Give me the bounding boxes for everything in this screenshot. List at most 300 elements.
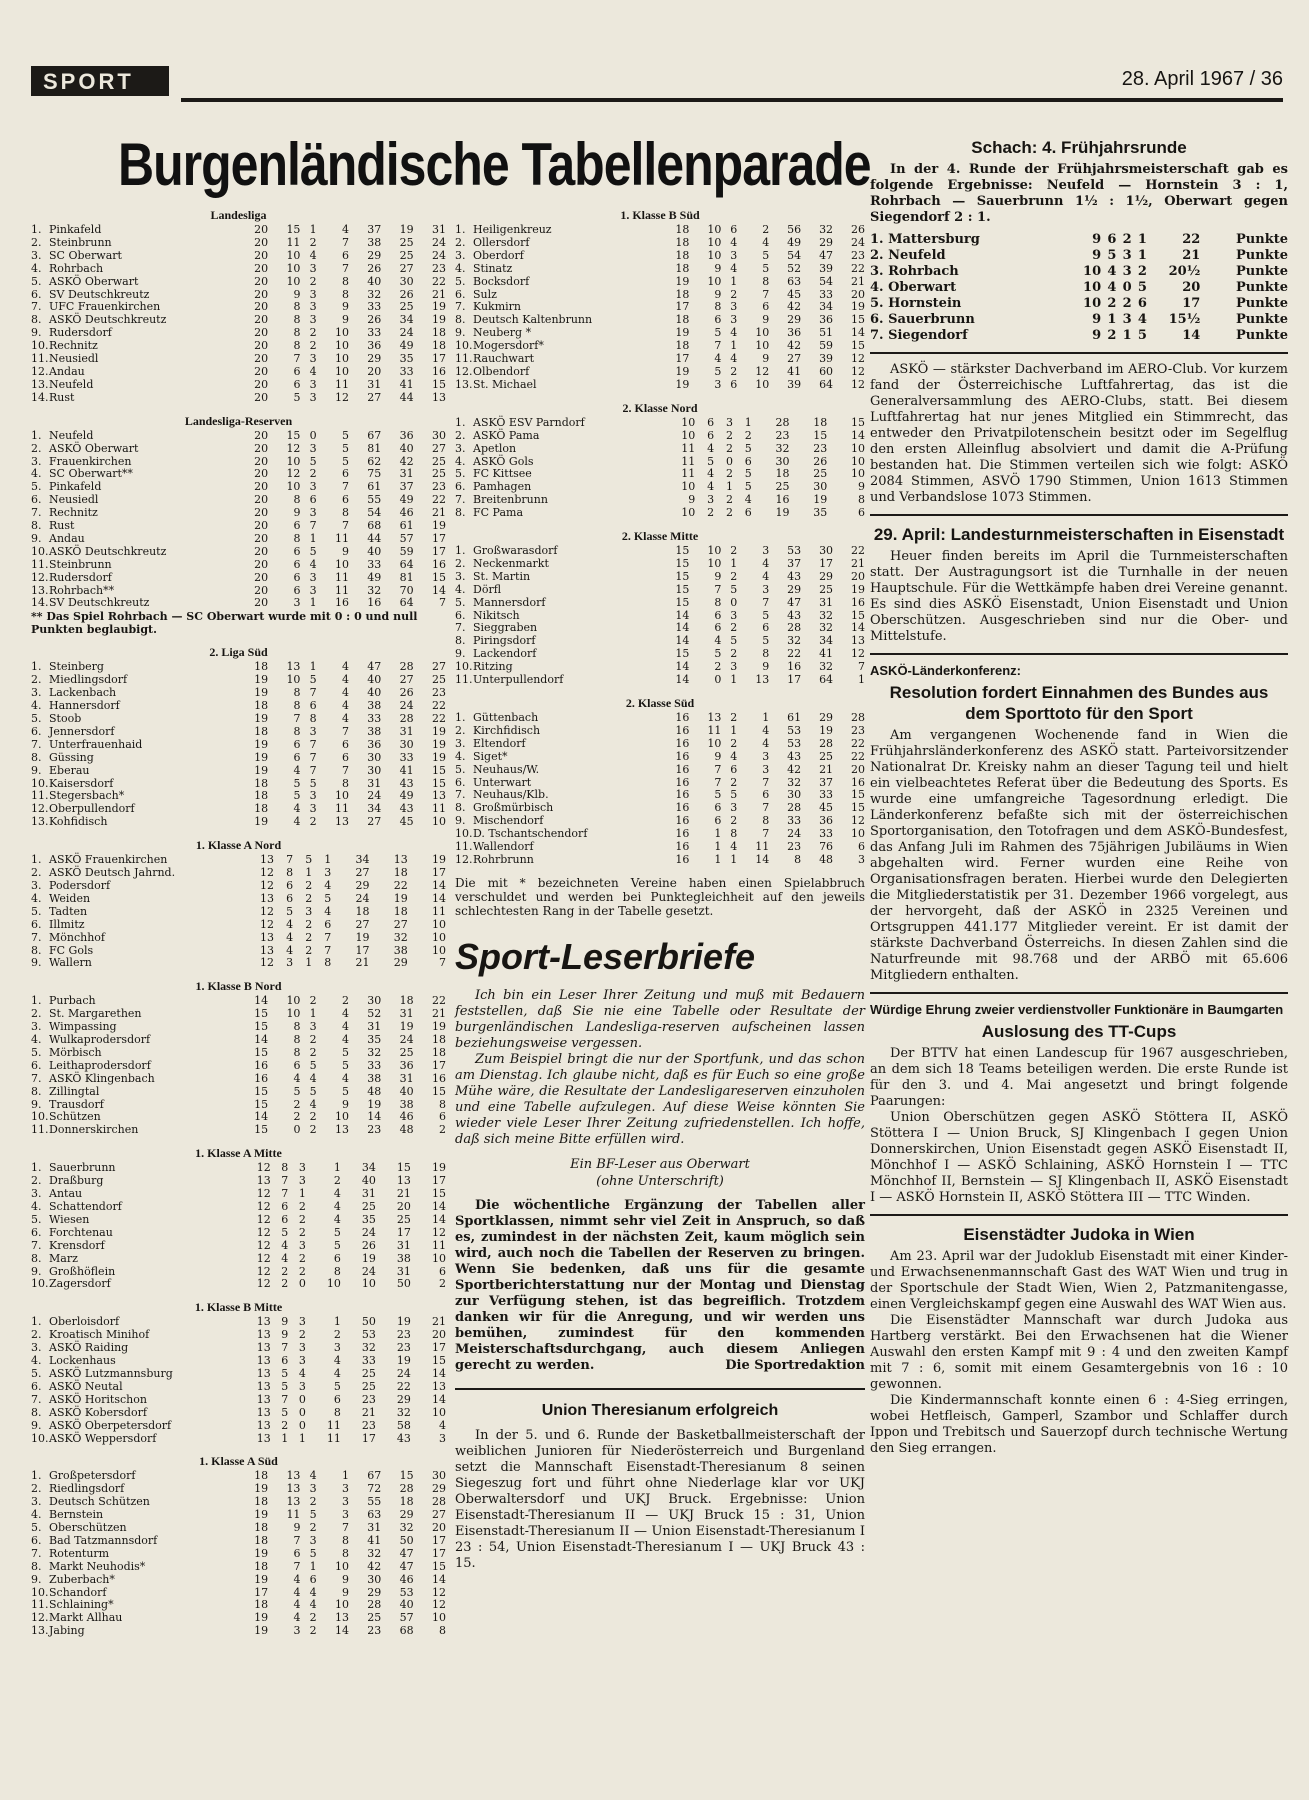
rank: 7. [455, 493, 466, 507]
team-name: FC Kittsee [473, 467, 532, 481]
stat-cell: 2 [298, 1251, 306, 1265]
league-title: 1. Klasse A Mitte [195, 1146, 282, 1161]
stat-cell: 47 [787, 595, 802, 609]
stat-cell: 3 [298, 1174, 306, 1188]
team-name: Unterfrauenhaid [49, 737, 143, 751]
stat-cell: 25 [819, 749, 834, 763]
stat-cell: 9 [688, 493, 696, 507]
team-name: Oberloisdorf [49, 1315, 120, 1329]
rank: 1. [31, 994, 42, 1008]
rank: 2. [31, 441, 42, 455]
table-row [31, 559, 446, 572]
rank: 11. [31, 352, 49, 366]
chess-cell: 4 [1137, 312, 1147, 327]
stat-cell: 14 [432, 1200, 446, 1213]
stat-cell: 4 [714, 634, 722, 648]
stat-cell: 25 [432, 454, 446, 468]
stat-cell: 4 [341, 1020, 349, 1034]
table-row [31, 1060, 446, 1073]
stat-cell: 21 [432, 1315, 446, 1329]
league-title: Landesliga [210, 208, 267, 222]
rank: 4. [455, 454, 466, 468]
team-name: Bocksdorf [473, 274, 530, 288]
stat-cell: 19 [254, 815, 269, 829]
stat-cell: 7 [762, 801, 770, 815]
stat-cell: 23 [851, 723, 865, 737]
stat-cell: 15 [254, 1084, 269, 1098]
chess-cell: 14 [1182, 328, 1201, 343]
union-article [455, 1428, 865, 1572]
team-name: ASKÖ Kobersdorf [49, 1405, 147, 1419]
rank: 8. [31, 1559, 42, 1573]
stat-cell: 33 [819, 788, 834, 802]
team-name: Großhöflein [49, 1264, 116, 1278]
rank: 4. [31, 1354, 42, 1368]
league-title: Landesliga-Reserven [184, 413, 293, 428]
stat-cell: 14 [851, 326, 865, 340]
stat-cell: 50 [396, 1277, 411, 1291]
stat-cell: 23 [361, 1392, 376, 1406]
stat-cell: 55 [367, 493, 382, 507]
team-name: Sieggraben [473, 621, 538, 635]
table-row [31, 1086, 446, 1099]
stat-cell: 3 [309, 802, 317, 816]
stat-cell: 12 [432, 1585, 446, 1599]
league-table [31, 1454, 446, 1638]
team-name: Neusiedl [49, 493, 99, 507]
stat-cell: 3 [309, 1533, 317, 1547]
table-row [455, 276, 865, 289]
stat-cell: 13 [256, 1431, 271, 1445]
stat-cell: 75 [367, 467, 382, 481]
stat-cell: 56 [787, 223, 802, 236]
stat-cell: 17 [396, 1225, 411, 1239]
stat-cell: 14 [432, 878, 446, 892]
stat-cell: 13 [707, 711, 722, 724]
stat-cell: 40 [361, 1174, 376, 1188]
stat-cell: 2 [309, 1123, 317, 1137]
stat-cell: 6 [293, 557, 301, 571]
chess-row [870, 280, 1288, 296]
stat-cell: 4 [309, 1071, 317, 1085]
stat-cell: 33 [367, 1058, 382, 1072]
stat-cell: 20 [254, 596, 269, 610]
rank: 10. [31, 1277, 49, 1291]
stat-cell: 8 [293, 300, 301, 314]
team-name: Güttenbach [473, 711, 539, 724]
stat-cell: 17 [361, 1431, 376, 1445]
stat-cell: 20 [254, 441, 269, 455]
stat-cell: 32 [396, 1405, 411, 1419]
stat-cell: 12 [256, 1187, 271, 1201]
team-name: Jennersdorf [49, 724, 115, 738]
stat-cell: 30 [787, 788, 802, 802]
team-name: FC Gols [49, 943, 94, 957]
signature-line1: Ein BF-Leser aus Oberwart [570, 1156, 750, 1172]
stat-cell: 3 [333, 1341, 341, 1355]
stat-cell: 25 [432, 673, 446, 687]
team-name: Piringsdorf [473, 634, 536, 648]
rank: 5. [31, 274, 42, 288]
team-name: Breitenbrunn [473, 493, 548, 507]
stat-cell: 53 [787, 723, 802, 737]
stat-cell: 2 [281, 1418, 289, 1432]
stat-cell: 10 [432, 1611, 446, 1625]
stat-cell: 43 [399, 776, 414, 790]
stat-cell: 29 [367, 248, 382, 262]
stat-cell: 19 [254, 737, 269, 751]
stat-cell: 17 [432, 531, 446, 545]
stat-cell: 0 [298, 1392, 306, 1406]
stat-cell: 20 [851, 569, 865, 583]
stat-cell: 11 [334, 531, 349, 545]
stat-cell: 9 [714, 287, 722, 301]
stat-cell: 17 [254, 1585, 269, 1599]
stat-cell: 3 [293, 1624, 301, 1638]
chess-cell: 21 [1182, 248, 1201, 263]
stat-cell: 45 [787, 287, 802, 301]
team-name: Mogersdorf* [473, 339, 544, 353]
stat-cell: 16 [675, 749, 690, 763]
stat-cell: 4 [293, 802, 301, 816]
stat-cell: 76 [819, 840, 834, 854]
table-row [455, 443, 865, 456]
chess-cell: 10 [1083, 280, 1102, 295]
stat-cell: 1 [333, 1315, 341, 1329]
stat-cell: 15 [432, 1354, 446, 1368]
stat-cell: 20 [367, 364, 382, 378]
stat-cell: 26 [851, 223, 865, 236]
stat-cell: 26 [361, 1238, 376, 1252]
turn-text: Heuer finden bereits im April die Turnmeisterschaften statt. Der Austragungsort ist die Turnhalle in der neuen Hauptschule. Für die Wettkämpfe haben drei Vereine genannt. Es sind dies ASKÖ Eisenstadt, Union Eisenstadt und Union Oberschützen. Ausgeschrieben sind nur die Ober- und Mittelstufe. [870, 549, 1288, 644]
rank: 4. [31, 699, 42, 713]
team-name: ASKÖ Raiding [49, 1341, 129, 1355]
stat-cell: 3 [286, 956, 294, 970]
stat-cell: 16 [675, 711, 690, 724]
stat-cell: 4 [293, 1585, 301, 1599]
rank: 4. [455, 582, 466, 596]
stat-cell: 12 [256, 1225, 271, 1239]
stat-cell: 7 [762, 775, 770, 789]
stat-cell: 19 [432, 750, 446, 764]
stat-cell: 16 [851, 595, 865, 609]
stat-cell: 8 [293, 326, 301, 340]
team-name: Dörfl [473, 582, 502, 596]
table-row [31, 1407, 446, 1420]
stat-cell: 29 [819, 711, 834, 724]
stat-cell: 7 [293, 712, 301, 725]
stat-cell: 25 [361, 1200, 376, 1213]
stat-cell: 21 [851, 274, 865, 288]
stat-cell: 16 [675, 723, 690, 737]
stat-cell: 7 [309, 737, 317, 751]
rank: 4. [455, 749, 466, 763]
stat-cell: 64 [819, 673, 834, 687]
stat-cell: 40 [367, 274, 382, 288]
stat-cell: 13 [259, 891, 274, 905]
league-title: 2. Liga Süd [209, 645, 268, 660]
rank: 3. [455, 248, 466, 262]
stat-cell: 28 [787, 801, 802, 815]
stat-cell: 13 [432, 390, 446, 404]
stat-cell: 43 [787, 749, 802, 763]
stat-cell: 16 [675, 840, 690, 854]
stat-cell: 11 [334, 802, 349, 816]
stat-cell: 16 [675, 827, 690, 841]
stat-cell: 2 [298, 1200, 306, 1213]
team-name: Jabing [49, 1624, 85, 1638]
stat-cell: 7 [281, 1392, 289, 1406]
stat-cell: 43 [399, 802, 414, 816]
stat-cell: 3 [309, 480, 317, 494]
table-row [31, 1612, 446, 1625]
team-name: Mörbisch [49, 1045, 102, 1059]
stat-cell: 30 [367, 1572, 382, 1586]
team-name: ASKÖ Deutschkreutz [49, 313, 167, 327]
league-title: 1. Klasse B Nord [195, 979, 282, 994]
chess-row [870, 232, 1288, 248]
stat-cell: 12 [755, 364, 770, 378]
stat-cell: 32 [367, 1045, 382, 1059]
stat-cell: 46 [399, 1110, 414, 1124]
stat-cell: 23 [396, 1328, 411, 1342]
stat-cell: 3 [298, 1354, 306, 1368]
rank: 12. [31, 570, 49, 584]
stat-cell: 4 [333, 1366, 341, 1380]
rank: 7. [31, 1071, 42, 1085]
stat-cell: 18 [254, 724, 269, 738]
stat-cell: 24 [851, 235, 865, 249]
stat-cell: 15 [675, 582, 690, 596]
stat-cell: 8 [341, 274, 349, 288]
team-name: Rust [49, 519, 75, 533]
stat-cell: 4 [293, 1572, 301, 1586]
stat-cell: 6 [309, 493, 317, 507]
standings-table [31, 1470, 446, 1638]
stat-cell: 32 [819, 660, 834, 674]
rank: 8. [31, 943, 42, 957]
stat-cell: 2 [730, 775, 738, 789]
stat-cell: 9 [858, 480, 865, 494]
stat-cell: 25 [367, 1611, 382, 1625]
stat-cell: 7 [714, 339, 722, 353]
table-row [455, 366, 865, 379]
stat-cell: 4 [707, 441, 715, 455]
tt-pairings: Union Oberschützen gegen ASKÖ Stöttera II, ASKÖ Stöttera I — Union Bruck, SJ Klingenbach I gegen Union Donnerskirchen, Union Eisenstadt gegen ASKÖ Eisenstadt II, Mönchhof I — ASKÖ Schlaining, ASKÖ Hornstein I — TTC Mönchhof II, Bernstein — SJ Klingenbach II, ASKÖ Eisenstadt I — ASKÖ Hornstein II, ASKÖ Stöttera III — TTC Winden. [870, 1110, 1288, 1205]
team-name: Neusiedl [49, 352, 99, 366]
stat-cell: 68 [367, 519, 382, 533]
rank: 6. [455, 287, 466, 301]
chess-cell: 5 [1137, 280, 1147, 295]
stat-cell: 40 [399, 1598, 414, 1612]
chess-team: 7. Siegendorf [870, 328, 968, 343]
stat-cell: 3 [309, 570, 317, 584]
stat-cell: 5 [309, 1546, 317, 1560]
team-name: SV Deutschkreutz [49, 287, 150, 301]
stat-cell: 14 [851, 428, 865, 442]
reply-signature: Die Sportredaktion [725, 1357, 865, 1373]
stat-cell: 4 [341, 1033, 349, 1047]
stat-cell: 4 [333, 1354, 341, 1368]
stat-cell: 20 [254, 300, 269, 314]
rank: 10. [31, 1585, 49, 1599]
stat-cell: 6 [281, 1354, 289, 1368]
rank: 7. [455, 788, 466, 802]
stat-cell: 4 [281, 1251, 289, 1265]
stat-cell: 14 [432, 1366, 446, 1380]
stat-cell: 13 [286, 1469, 301, 1483]
stat-cell: 17 [432, 352, 446, 366]
stat-cell: 12 [432, 1225, 446, 1239]
stat-cell: 20 [254, 248, 269, 262]
stat-cell: 30 [399, 737, 414, 751]
stat-cell: 25 [399, 300, 414, 314]
chess-cell: 22 [1182, 232, 1201, 247]
stat-cell: 10 [286, 454, 301, 468]
stat-cell: 53 [787, 736, 802, 750]
stat-cell: 1 [324, 853, 332, 867]
team-name: Rotenturm [49, 1546, 110, 1560]
stat-cell: 41 [787, 364, 802, 378]
stat-cell: 8 [762, 814, 770, 828]
stat-cell: 19 [432, 853, 446, 867]
stat-cell: 13 [393, 853, 408, 867]
stat-cell: 28 [399, 1482, 414, 1496]
team-name: Frauenkirchen [49, 454, 132, 468]
rank: 14. [31, 596, 49, 610]
stat-cell: 1 [730, 339, 738, 353]
stat-cell: 38 [393, 943, 408, 957]
stat-cell: 14 [334, 1624, 349, 1638]
stat-cell: 5 [309, 776, 317, 790]
table-row [455, 379, 865, 392]
stat-cell: 18 [675, 261, 690, 275]
table-row [455, 648, 865, 661]
stat-cell: 7 [281, 1174, 289, 1188]
stat-cell: 15 [432, 763, 446, 777]
stat-cell: 25 [399, 1045, 414, 1059]
table-row [455, 263, 865, 276]
stat-cell: 11 [707, 723, 722, 737]
stat-cell: 19 [254, 750, 269, 764]
stat-cell: 27 [432, 441, 446, 455]
stat-cell: 54 [787, 248, 802, 262]
aero-text: ASKÖ — stärkster Dachverband im AERO-Club. Vor kurzem fand der Österreichische Luftfahrertag, das ist die Generalversammlung des AERO-Clubs, statt. Bei diesem Luftfahrertag hat nur jenes Mitglied ein Stimmrecht, das entweder den Privatpilotenschein besitzt oder im Segelflug den ersten Alleinflug absolviert und damit die A-Prüfung bestanden hat. Die Stimmen verteilen sich wie folgt: ASKÖ 2084 Stimmen, ASVÖ 1790 Stimmen, Union 1613 Stimmen und Verbandslose 1073 Stimmen. [870, 362, 1288, 505]
stat-cell: 3 [309, 506, 317, 520]
stat-cell: 25 [361, 1379, 376, 1393]
stat-cell: 63 [367, 1508, 382, 1522]
rank: 4. [31, 1200, 42, 1213]
stat-cell: 4 [730, 235, 738, 249]
stat-cell: 5 [281, 1366, 289, 1380]
stat-cell: 5 [281, 1225, 289, 1239]
stat-cell: 7 [309, 750, 317, 764]
stat-cell: 36 [367, 737, 382, 751]
rank: 9. [31, 763, 42, 777]
stat-cell: 9 [293, 1521, 301, 1535]
team-name: St. Michael [473, 377, 537, 391]
standings-table [455, 712, 865, 867]
table-note: ** Das Spiel Rohrbach — SC Oberwart wurde mit 0 : 0 und null Punkten beglaubigt. [31, 610, 418, 637]
stat-cell: 6 [324, 917, 332, 931]
laender-kicker: ASKÖ-Länderkonferenz: [870, 663, 1021, 678]
stat-cell: 6 [293, 737, 301, 751]
rank: 10. [31, 544, 49, 558]
stat-cell: 31 [396, 1238, 411, 1252]
stat-cell: 12 [259, 956, 274, 970]
stat-cell: 6 [293, 1546, 301, 1560]
rank: 9. [31, 1572, 42, 1586]
stat-cell: 6 [281, 1200, 289, 1213]
table-row [455, 571, 865, 584]
table-row [31, 430, 446, 443]
table-row [31, 1073, 446, 1086]
chess-cell: 1 [1107, 312, 1117, 327]
stat-cell: 4 [309, 248, 317, 262]
stat-cell: 5 [309, 1084, 317, 1098]
stat-cell: 36 [819, 313, 834, 327]
stat-cell: 16 [675, 814, 690, 828]
stat-cell: 12 [286, 467, 301, 481]
rank: 12. [31, 802, 49, 816]
stat-cell: 32 [819, 621, 834, 635]
stat-cell: 11 [286, 1508, 301, 1522]
judo-p1: Am 23. April war der Judoklub Eisenstadt mit einer Kinder- und Erwachsenenmannschaft Gast des WAT Wien und trug in der Sportschule der Stadt Wien, Wien 2, Patzmanitengasse, einen Vergleichskampf gegen eine Auswahl des WAT Wien aus. [870, 1249, 1288, 1312]
stat-cell: 64 [819, 377, 834, 391]
stat-cell: 2 [309, 235, 317, 249]
stat-cell: 3 [309, 377, 317, 391]
team-name: Pinkafeld [49, 223, 102, 236]
chess-cell: Punkte [1236, 248, 1288, 263]
stat-cell: 12 [256, 1277, 271, 1291]
chess-cell: 4 [1107, 280, 1117, 295]
stat-cell: 4 [341, 1007, 349, 1021]
stat-cell: 42 [787, 300, 802, 314]
team-name: Mannersdorf [473, 595, 546, 609]
stat-cell: 2 [725, 467, 733, 481]
team-name: ASKÖ Oberpetersdorf [49, 1418, 172, 1432]
league-table [31, 838, 446, 970]
team-name: Krensdorf [49, 1238, 105, 1252]
rank: 9. [31, 1097, 42, 1111]
stat-cell: 10 [707, 544, 722, 558]
standings-table [31, 1316, 446, 1445]
rank: 1. [31, 660, 42, 674]
rank: 9. [31, 1418, 42, 1432]
table-row [455, 764, 865, 777]
stat-cell: 2 [281, 1264, 289, 1278]
stat-cell: 10 [851, 467, 865, 481]
rank: 3. [455, 441, 466, 455]
stat-cell: 10 [286, 248, 301, 262]
stat-cell: 20 [254, 274, 269, 288]
stat-cell: 31 [367, 1521, 382, 1535]
stat-cell: 19 [396, 1354, 411, 1368]
stat-cell: 28 [367, 1598, 382, 1612]
stat-cell: 25 [819, 582, 834, 596]
stat-cell: 12 [256, 1200, 271, 1213]
stat-cell: 25 [432, 467, 446, 481]
stat-cell: 4 [309, 1097, 317, 1111]
stat-cell: 47 [819, 248, 834, 262]
rank: 2. [31, 1007, 42, 1021]
rank: 9. [455, 326, 466, 340]
stat-cell: 2 [725, 493, 733, 507]
stat-cell: 25 [396, 1212, 411, 1226]
stat-cell: 26 [399, 686, 414, 700]
stat-cell: 11 [334, 570, 349, 584]
stat-cell: 4 [333, 1187, 341, 1201]
